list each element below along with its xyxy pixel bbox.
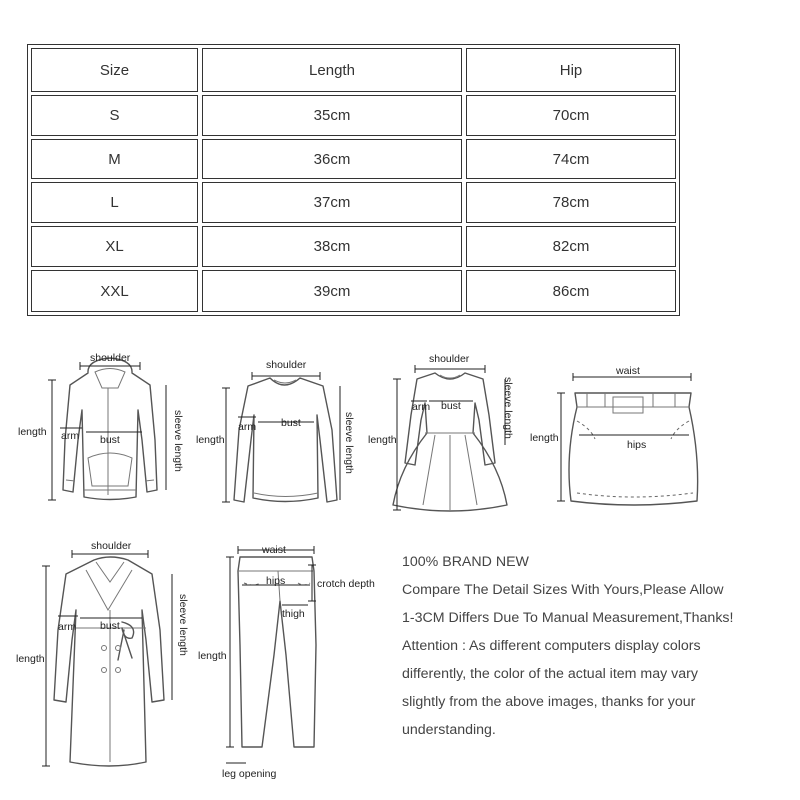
length-label: length (198, 650, 227, 662)
shoulder-label: shoulder (90, 352, 131, 364)
header-length: Length (202, 48, 462, 92)
cell-hip: 82cm (466, 226, 676, 267)
info-line: Attention : As different computers display colors (402, 638, 701, 654)
info-line: differently, the color of the actual item may vary (402, 666, 698, 682)
info-text (402, 548, 794, 744)
sweater-outline (234, 378, 337, 502)
size-table (27, 44, 680, 316)
length-label: length (530, 432, 559, 444)
hoodie-outline (63, 358, 157, 500)
cell-length: 38cm (202, 226, 462, 267)
thigh-label: thigh (282, 608, 305, 620)
header-size: Size (31, 48, 198, 92)
length-label: length (368, 434, 397, 446)
coat-outline (54, 557, 164, 766)
info-line: 100% BRAND NEW (402, 554, 529, 570)
cell-size: XXL (31, 270, 198, 312)
cell-hip: 78cm (466, 182, 676, 223)
cell-length: 37cm (202, 182, 462, 223)
cell-hip: 74cm (466, 139, 676, 179)
dress-outline (393, 373, 507, 511)
sleeve-length-label: sleeve length (177, 594, 189, 656)
shoulder-label: shoulder (429, 353, 470, 365)
cell-length: 39cm (202, 270, 462, 312)
arm-label: arm (412, 401, 431, 413)
arm-label: arm (238, 421, 257, 433)
bust-label: bust (100, 620, 120, 632)
length-label: length (18, 426, 47, 438)
coat-diagram (0, 530, 200, 790)
hips-label: hips (627, 439, 647, 451)
info-line: slightly from the above images, thanks for your (402, 694, 696, 710)
info-line: understanding. (402, 722, 496, 738)
cell-hip: 70cm (466, 95, 676, 136)
bust-label: bust (100, 434, 120, 446)
bust-label: bust (281, 417, 301, 429)
pants-diagram (190, 535, 390, 790)
dress-diagram (365, 345, 535, 520)
cell-size: XL (31, 226, 198, 267)
arm-label: arm (58, 621, 77, 633)
bust-label: bust (441, 400, 461, 412)
arm-label: arm (61, 430, 80, 442)
cell-length: 35cm (202, 95, 462, 136)
hoodie-diagram (0, 340, 200, 520)
header-hip: Hip (466, 48, 676, 92)
length-label: length (196, 434, 225, 446)
sweater-diagram (190, 350, 370, 520)
sleeve-length-label: sleeve length (343, 412, 355, 474)
cell-hip: 86cm (466, 270, 676, 312)
shoulder-label: shoulder (266, 359, 307, 371)
info-line: 1-3CM Differs Due To Manual Measurement,Thanks! (402, 610, 734, 626)
waist-label: waist (616, 365, 640, 377)
cell-length: 36cm (202, 139, 462, 179)
leg-opening-label: leg opening (222, 768, 277, 780)
cell-size: M (31, 139, 198, 179)
sleeve-length-label: sleeve length (502, 377, 514, 439)
crotch-depth-label: crotch depth (317, 578, 375, 590)
sleeve-length-label: sleeve length (172, 410, 184, 472)
length-label: length (16, 653, 45, 665)
cell-size: L (31, 182, 198, 223)
skirt-diagram (525, 355, 715, 515)
cell-size: S (31, 95, 198, 136)
shoulder-label: shoulder (91, 540, 132, 552)
waist-label: waist (262, 544, 286, 556)
info-line: Compare The Detail Sizes With Yours,Please Allow (402, 582, 724, 598)
hips-label: hips (266, 575, 286, 587)
